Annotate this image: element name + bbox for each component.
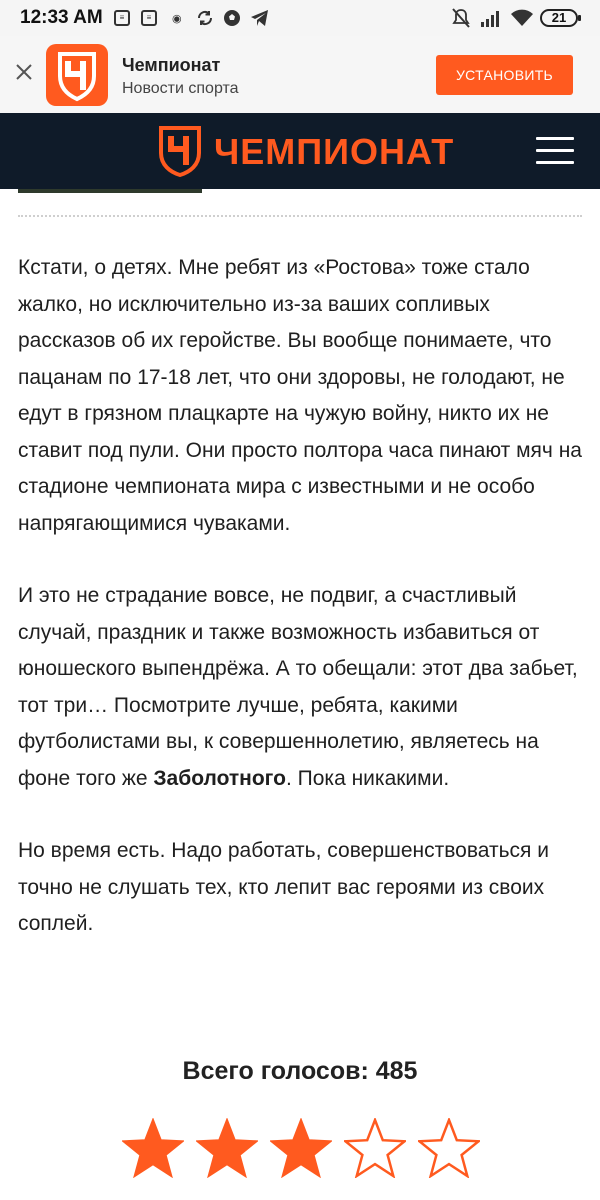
soccer-ball-icon <box>223 9 241 27</box>
app-logo <box>46 44 108 106</box>
install-button[interactable]: УСТАНОВИТЬ <box>436 55 573 95</box>
banner-subtitle: Новости спорта <box>122 80 239 97</box>
telegram-icon <box>250 9 270 27</box>
star-icon[interactable] <box>270 1118 332 1178</box>
sim-card-icon: ≡ <box>141 9 157 27</box>
menu-icon[interactable] <box>536 137 574 165</box>
article-paragraph: Кстати, о детях. Мне ребят из «Ростова» тоже стало жалко, но исключительно из-за ваших сопливых рассказов об их геройстве. Вы вообще понимаете, что пацанам по 17-18 лет, что они здоровы, не голодают, не едут в грязном плацкарте на чужую войну, никто их не ставит под пули. Они просто полтора часа пинают мяч на стадионе чемпионата мира с известными и не особо напрягающимися чуваками. <box>18 256 582 535</box>
mute-icon <box>450 9 472 27</box>
star-icon[interactable] <box>122 1118 184 1178</box>
wifi-icon <box>510 9 534 27</box>
star-icon[interactable] <box>196 1118 258 1178</box>
site-header <box>0 113 600 189</box>
banner-app-name: Чемпионат <box>122 55 221 75</box>
site-logo-text[interactable]: ЧЕМПИОНАТ <box>214 131 455 172</box>
close-icon[interactable] <box>12 60 36 84</box>
divider <box>18 215 582 217</box>
article-paragraph: Но время есть. Надо работать, совершенствоваться и точно не слушать тех, кто лепит вас героями из своих соплей. <box>18 839 549 935</box>
star-icon[interactable] <box>344 1118 406 1178</box>
star-rating[interactable] <box>122 1118 482 1182</box>
sync-icon <box>196 9 214 27</box>
player-name: Заболотного <box>153 766 286 790</box>
status-time: 12:33 AM <box>20 7 103 28</box>
bug-icon: ◉ <box>172 12 182 25</box>
signal-icon <box>480 9 502 27</box>
championat-logo-icon[interactable] <box>158 125 202 177</box>
star-icon[interactable] <box>418 1118 480 1178</box>
app-install-banner <box>0 36 600 113</box>
battery-icon: 21 <box>540 9 578 27</box>
sim-card-icon: ≡ <box>114 9 130 27</box>
article-image-edge <box>18 189 202 193</box>
article-body <box>18 250 588 943</box>
votes-count: Всего голосов: 485 <box>182 1057 418 1085</box>
article-paragraph: И это не страдание вовсе, не подвиг, а счастливый случай, праздник и также возможность избавиться от юношеского выпендрёжа. А то обещали: этот два забьет, тот три… Посмотрите лучше, ребята, какими футболистами вы, к совершеннолетию, являетесь на фоне того же Заболотного. Пока никакими. <box>18 584 578 790</box>
status-bar <box>0 0 600 36</box>
